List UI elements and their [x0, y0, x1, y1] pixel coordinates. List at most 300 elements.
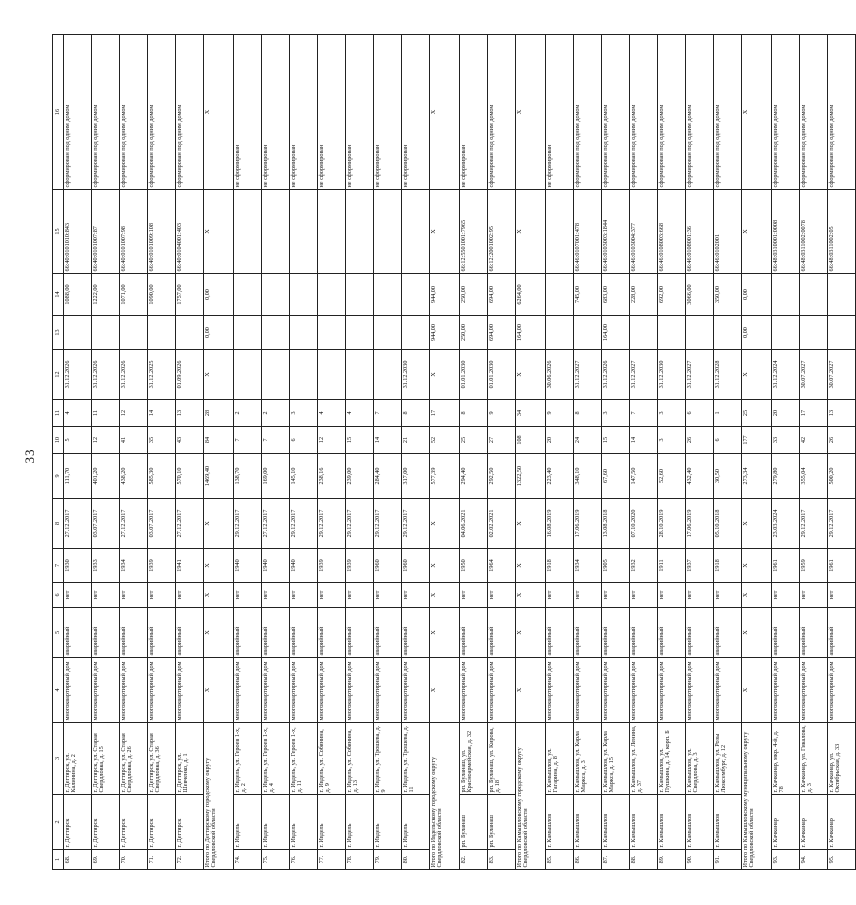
table-cell: г. Дегтярск	[64, 795, 92, 850]
table-cell: 66:46:0108003:668	[658, 190, 686, 274]
table-cell	[346, 274, 374, 316]
table-cell: 68.	[64, 850, 92, 870]
table-cell	[290, 316, 318, 350]
column-number-cell: 7	[53, 549, 64, 583]
table-cell: 1941	[176, 549, 204, 583]
table-cell: 745,00	[574, 274, 602, 316]
table-row	[64, 35, 92, 870]
table-cell: г. Камышлов	[714, 795, 742, 850]
table-cell: 27.12.2017	[120, 499, 148, 549]
table-row	[374, 35, 402, 870]
table-cell: 239,00	[346, 454, 374, 499]
table-cell: аварийный	[346, 608, 374, 658]
table-cell: многоквартирный дом	[546, 658, 574, 723]
table-cell: 585,30	[148, 454, 176, 499]
table-cell: X	[742, 658, 772, 723]
table-cell: 0,00	[204, 274, 234, 316]
table-cell: 14	[374, 427, 402, 454]
table-row	[346, 35, 374, 870]
table-cell: 6	[290, 427, 318, 454]
table-cell: 31.12.2026	[92, 350, 120, 400]
table-cell: 1911	[658, 549, 686, 583]
table-cell: аварийный	[318, 608, 346, 658]
table-cell: 72.	[176, 850, 204, 870]
table-cell	[290, 190, 318, 274]
table-row	[402, 35, 430, 870]
table-cell: г. Ивдель, ул. Героев 1-х, д. 2	[234, 723, 262, 795]
table-cell	[262, 190, 290, 274]
table-cell: сформирован под одним домом	[120, 35, 148, 190]
table-cell: X	[742, 608, 772, 658]
table-cell: 14	[148, 400, 176, 427]
column-number-cell: 12	[53, 350, 64, 400]
table-cell: 31.12.2026	[602, 350, 630, 400]
table-row	[800, 35, 828, 870]
table-cell: 7	[374, 400, 402, 427]
table-cell: многоквартирный дом	[120, 658, 148, 723]
table-cell: 317,00	[402, 454, 430, 499]
table-cell: 3	[658, 400, 686, 427]
table-cell: г. Камышлов, ул. Карла Маркса, д. 15	[602, 723, 630, 795]
table-cell: 1905	[602, 549, 630, 583]
table-cell: 1960	[402, 549, 430, 583]
table-cell: 52	[430, 427, 460, 454]
subtotal-row	[204, 35, 234, 870]
table-cell: X	[204, 190, 234, 274]
table-cell: 66:48:0310001:0008	[772, 190, 800, 274]
table-cell: 1939	[346, 549, 374, 583]
table-cell	[546, 316, 574, 350]
table-cell: 1	[714, 400, 742, 427]
table-cell: нет	[318, 583, 346, 608]
table-cell: нет	[460, 583, 488, 608]
table-cell: 31.12.2030	[402, 350, 430, 400]
table-row	[318, 35, 346, 870]
table-cell: 52,60	[658, 454, 686, 499]
table-cell: 228,00	[630, 274, 658, 316]
table-cell: г. Дегтярск	[148, 795, 176, 850]
table-cell: 02.02.2021	[488, 499, 516, 549]
table-cell: 21	[402, 427, 430, 454]
table-cell: сформирован под одним домом	[64, 35, 92, 190]
table-cell: 4	[318, 400, 346, 427]
table-cell: 147,50	[630, 454, 658, 499]
table-cell: г. Ивдель, ул. Героев 1-х, д. 4	[262, 723, 290, 795]
column-number-cell: 3	[53, 723, 64, 795]
table-cell: 24	[574, 427, 602, 454]
subtotal-row	[430, 35, 460, 870]
column-number-cell: 6	[53, 583, 64, 608]
table-cell: 1934	[120, 549, 148, 583]
table-cell: многоквартирный дом	[346, 658, 374, 723]
table-row	[630, 35, 658, 870]
table-cell: многоквартирный дом	[772, 658, 800, 723]
table-cell: 31.12.2026	[120, 350, 148, 400]
table-cell: г. Камышлов, ул. Свердлова, д. 3	[686, 723, 714, 795]
table-cell: 1940	[290, 549, 318, 583]
table-cell: не сформирован	[234, 35, 262, 190]
table-cell: г. Дегтярск, ул. Старая Свердловка, д. 26	[120, 723, 148, 795]
table-cell: 17	[430, 400, 460, 427]
table-cell: 29.12.2017	[800, 499, 828, 549]
column-number-cell: 2	[53, 795, 64, 850]
table-cell: X	[516, 658, 546, 723]
subtotal-label: Итого по Камышловскому городскому округу Свердловской области	[516, 723, 546, 870]
table-cell: 279,80	[772, 454, 800, 499]
table-cell: 1934	[574, 549, 602, 583]
table-cell: рп. Буланаш	[460, 795, 488, 850]
rotated-table-container	[52, 35, 842, 870]
table-cell: нет	[800, 583, 828, 608]
table-cell: 85.	[546, 850, 574, 870]
table-cell: нет	[234, 583, 262, 608]
table-cell: 108	[516, 427, 546, 454]
table-cell: 1933	[92, 549, 120, 583]
table-cell: многоквартирный дом	[630, 658, 658, 723]
table-cell: 31.12.2026	[64, 350, 92, 400]
table-cell: аварийный	[574, 608, 602, 658]
table-cell: сформирован под одним домом	[176, 35, 204, 190]
table-cell: г. Качканар	[772, 795, 800, 850]
table-cell: 17.06.2019	[574, 499, 602, 549]
table-cell: сформирован под одним домом	[148, 35, 176, 190]
table-cell: X	[742, 190, 772, 274]
table-cell: аварийный	[800, 608, 828, 658]
table-cell: аварийный	[714, 608, 742, 658]
table-cell: 9	[546, 400, 574, 427]
table-cell: 90.	[686, 850, 714, 870]
subtotal-label: Итого по Камышловскому муниципальному округу Свердловской области	[742, 723, 772, 870]
table-cell: 1918	[546, 549, 574, 583]
table-cell: нет	[714, 583, 742, 608]
table-cell	[374, 274, 402, 316]
table-cell: г. Камышлов, ул. Ленина, д. 37	[630, 723, 658, 795]
table-cell: нет	[574, 583, 602, 608]
table-cell: аварийный	[92, 608, 120, 658]
table-cell: 577,39	[430, 454, 460, 499]
table-cell: 1222,00	[92, 274, 120, 316]
table-row	[176, 35, 204, 870]
table-row	[546, 35, 574, 870]
table-cell: 34	[516, 400, 546, 427]
page-number: 33	[22, 448, 37, 464]
table-cell: аварийный	[658, 608, 686, 658]
table-cell: многоквартирный дом	[176, 658, 204, 723]
table-cell: сформирован под одним домом	[488, 35, 516, 190]
table-cell: 694,00	[488, 316, 516, 350]
table-cell: 17.06.2019	[686, 499, 714, 549]
table-cell: 66:46:0103003:1844	[602, 190, 630, 274]
table-cell: 20	[546, 427, 574, 454]
table-cell: многоквартирный дом	[92, 658, 120, 723]
table-cell: нет	[374, 583, 402, 608]
table-cell: 76.	[290, 850, 318, 870]
table-cell: 95.	[828, 850, 856, 870]
table-cell: аварийный	[686, 608, 714, 658]
table-cell: 89.	[658, 850, 686, 870]
table-cell	[262, 350, 290, 400]
table-cell: многоквартирный дом	[800, 658, 828, 723]
table-cell: г. Дегтярск	[176, 795, 204, 850]
table-cell: рп. Буланаш, ул. Кирова, д. 18	[488, 723, 516, 795]
table-cell: 66:46:0102001	[714, 190, 742, 274]
table-cell: многоквартирный дом	[318, 658, 346, 723]
table-cell: аварийный	[772, 608, 800, 658]
table-cell: 500,20	[828, 454, 856, 499]
table-cell: 438,20	[120, 454, 148, 499]
table-row	[658, 35, 686, 870]
table-cell: не сформирован	[262, 35, 290, 190]
table-cell: 7	[630, 400, 658, 427]
table-cell: нет	[290, 583, 318, 608]
column-number-cell: 11	[53, 400, 64, 427]
table-cell: аварийный	[828, 608, 856, 658]
table-cell: 67,60	[602, 454, 630, 499]
table-cell: г. Ивдель, ул. Собянина, д. 13	[346, 723, 374, 795]
table-cell: 66:40:0101007:98	[120, 190, 148, 274]
table-cell	[630, 316, 658, 350]
table-cell: многоквартирный дом	[460, 658, 488, 723]
table-cell: X	[204, 658, 234, 723]
table-cell: X	[204, 608, 234, 658]
table-cell: нет	[262, 583, 290, 608]
table-cell: 26	[686, 427, 714, 454]
table-cell: 1757,00	[176, 274, 204, 316]
table-cell: г. Камышлов	[630, 795, 658, 850]
table-cell: 33	[772, 427, 800, 454]
table-cell: 20	[772, 400, 800, 427]
table-cell: 66:46:0108001:36	[686, 190, 714, 274]
table-cell: г. Ивдель	[262, 795, 290, 850]
table-cell: X	[430, 608, 460, 658]
table-cell: 66:12:2001002:95	[488, 190, 516, 274]
table-cell: г. Качканар, ул. Октябрьская, д. 33	[828, 723, 856, 795]
table-cell: 284,40	[374, 454, 402, 499]
column-number-cell: 4	[53, 658, 64, 723]
table-cell	[714, 316, 742, 350]
table-cell: 23.03.2024	[772, 499, 800, 549]
table-row	[120, 35, 148, 870]
table-cell: X	[742, 350, 772, 400]
table-cell: не сформирован	[546, 35, 574, 190]
table-cell: 41	[120, 427, 148, 454]
table-row	[290, 35, 318, 870]
table-cell: 66:40:0101009:108	[148, 190, 176, 274]
table-cell	[290, 274, 318, 316]
column-number-cell: 15	[53, 190, 64, 274]
table-cell: г. Качканар	[828, 795, 856, 850]
table-cell: сформирован под одним домом	[714, 35, 742, 190]
table-cell: 88.	[630, 850, 658, 870]
table-cell: аварийный	[148, 608, 176, 658]
subtotal-row	[742, 35, 772, 870]
table-cell: г. Ивдель	[318, 795, 346, 850]
table-cell: 1964	[488, 549, 516, 583]
table-cell: 4	[64, 400, 92, 427]
table-cell	[120, 316, 148, 350]
table-cell: 66:46:0103004:377	[630, 190, 658, 274]
table-cell: 164,00	[516, 316, 546, 350]
table-cell: г. Качканар, ул. Гикалова, д. 3	[800, 723, 828, 795]
table-cell: не сформирован	[318, 35, 346, 190]
table-cell: 1940	[234, 549, 262, 583]
table-cell: X	[742, 35, 772, 190]
table-cell: 25	[460, 427, 488, 454]
table-cell: 15	[602, 427, 630, 454]
table-cell: 692,00	[658, 274, 686, 316]
table-cell: нет	[64, 583, 92, 608]
table-cell	[318, 316, 346, 350]
table-cell: 13	[828, 400, 856, 427]
table-cell	[772, 316, 800, 350]
table-cell: нет	[92, 583, 120, 608]
table-cell	[402, 190, 430, 274]
table-cell: 29.12.2017	[318, 499, 346, 549]
table-cell: 683,00	[602, 274, 630, 316]
table-cell	[234, 274, 262, 316]
table-cell: г. Качканар, мкр. 4-й, д. 78	[772, 723, 800, 795]
table-row	[460, 35, 488, 870]
table-cell: 01.09.2026	[176, 350, 204, 400]
table-cell: 273,34	[742, 454, 772, 499]
table-cell: 30.07.2027	[828, 350, 856, 400]
table-cell: 27.12.2017	[262, 499, 290, 549]
table-row	[574, 35, 602, 870]
table-cell: 138,70	[234, 454, 262, 499]
table-cell: нет	[658, 583, 686, 608]
table-cell: г. Камышлов, ул. Пушкина, д. 14, корп. Б	[658, 723, 686, 795]
table-cell: 8	[460, 400, 488, 427]
table-cell: 401,20	[92, 454, 120, 499]
table-cell: 1937	[686, 549, 714, 583]
table-cell: 35	[148, 427, 176, 454]
table-cell	[546, 190, 574, 274]
table-cell	[402, 316, 430, 350]
table-cell: 17	[800, 400, 828, 427]
table-cell: 29.12.2017	[234, 499, 262, 549]
table-cell: г. Дегтярск, ул. Шевченко, д. 1	[176, 723, 204, 795]
table-cell: X	[742, 583, 772, 608]
table-cell: нет	[602, 583, 630, 608]
table-cell: г. Ивдель, ул. Трошева, д. 11	[402, 723, 430, 795]
table-cell	[374, 190, 402, 274]
table-cell	[176, 316, 204, 350]
table-cell	[234, 350, 262, 400]
table-cell	[234, 316, 262, 350]
table-cell	[402, 274, 430, 316]
table-cell: 69.	[92, 850, 120, 870]
table-cell: нет	[686, 583, 714, 608]
table-cell: X	[204, 499, 234, 549]
table-cell: 570,10	[176, 454, 204, 499]
table-cell: 66:40:0101007:87	[92, 190, 120, 274]
table-cell: аварийный	[64, 608, 92, 658]
table-cell: аварийный	[176, 608, 204, 658]
table-cell: аварийный	[262, 608, 290, 658]
table-cell: многоквартирный дом	[262, 658, 290, 723]
table-cell: г. Ивдель	[290, 795, 318, 850]
table-row	[602, 35, 630, 870]
table-row	[92, 35, 120, 870]
table-cell: 3	[658, 427, 686, 454]
table-cell: 3066,00	[686, 274, 714, 316]
table-cell: 30.06.2026	[546, 350, 574, 400]
table-cell: 1088,00	[64, 274, 92, 316]
table-cell: г. Камышлов	[574, 795, 602, 850]
table-cell: 77.	[318, 850, 346, 870]
table-cell: 2	[234, 400, 262, 427]
table-cell: 145,10	[290, 454, 318, 499]
table-cell: 292,50	[488, 454, 516, 499]
table-cell: многоквартирный дом	[828, 658, 856, 723]
table-cell: 8	[402, 400, 430, 427]
table-cell: сформирован под одним домом	[602, 35, 630, 190]
table-cell: 31.12.2024	[772, 350, 800, 400]
table-cell: X	[742, 549, 772, 583]
table-cell: 1939	[148, 549, 176, 583]
table-cell: 04.06.2021	[460, 499, 488, 549]
table-cell: 250,00	[460, 274, 488, 316]
table-cell: 28.10.2019	[658, 499, 686, 549]
table-cell: 1961	[772, 549, 800, 583]
table-cell: г. Камышлов, ул. Карла Маркса, д. 3	[574, 723, 602, 795]
table-cell: многоквартирный дом	[402, 658, 430, 723]
housing-table	[52, 34, 856, 870]
table-cell: 944,00	[430, 274, 460, 316]
table-cell: г. Ивдель, ул. Трошева, д. 9	[374, 723, 402, 795]
table-cell: 28	[204, 400, 234, 427]
table-cell: сформирован под одним домом	[772, 35, 800, 190]
table-cell: 14	[630, 427, 658, 454]
table-cell: 350,00	[714, 274, 742, 316]
table-cell	[828, 316, 856, 350]
table-cell: 29.12.2017	[374, 499, 402, 549]
column-number-cell: 1	[53, 850, 64, 870]
table-cell: 0,00	[742, 316, 772, 350]
table-cell: сформирован под одним домом	[630, 35, 658, 190]
table-row	[686, 35, 714, 870]
table-cell: многоквартирный дом	[574, 658, 602, 723]
table-cell	[318, 350, 346, 400]
table-cell: 1960	[374, 549, 402, 583]
table-cell	[374, 350, 402, 400]
table-cell	[346, 316, 374, 350]
table-cell: 4	[346, 400, 374, 427]
table-cell: 5	[64, 427, 92, 454]
table-cell	[318, 190, 346, 274]
table-cell	[148, 316, 176, 350]
table-cell: 74.	[234, 850, 262, 870]
table-cell: многоквартирный дом	[64, 658, 92, 723]
table-row	[148, 35, 176, 870]
table-cell: г. Ивдель, ул. Героев 1-х, д. 11	[290, 723, 318, 795]
table-cell: сформирован под одним домом	[828, 35, 856, 190]
table-cell	[318, 274, 346, 316]
table-cell: 355,04	[800, 454, 828, 499]
table-cell: 31.12.2030	[658, 350, 686, 400]
table-cell: многоквартирный дом	[602, 658, 630, 723]
table-cell: г. Дегтярск	[120, 795, 148, 850]
table-cell: 31.12.2025	[148, 350, 176, 400]
table-cell: 29.12.2017	[346, 499, 374, 549]
table-cell: 1322,50	[516, 454, 546, 499]
table-row	[714, 35, 742, 870]
table-cell: X	[430, 583, 460, 608]
table-cell: X	[204, 549, 234, 583]
table-cell: 1071,00	[120, 274, 148, 316]
column-number-cell: 16	[53, 35, 64, 190]
table-cell: 0,00	[742, 274, 772, 316]
